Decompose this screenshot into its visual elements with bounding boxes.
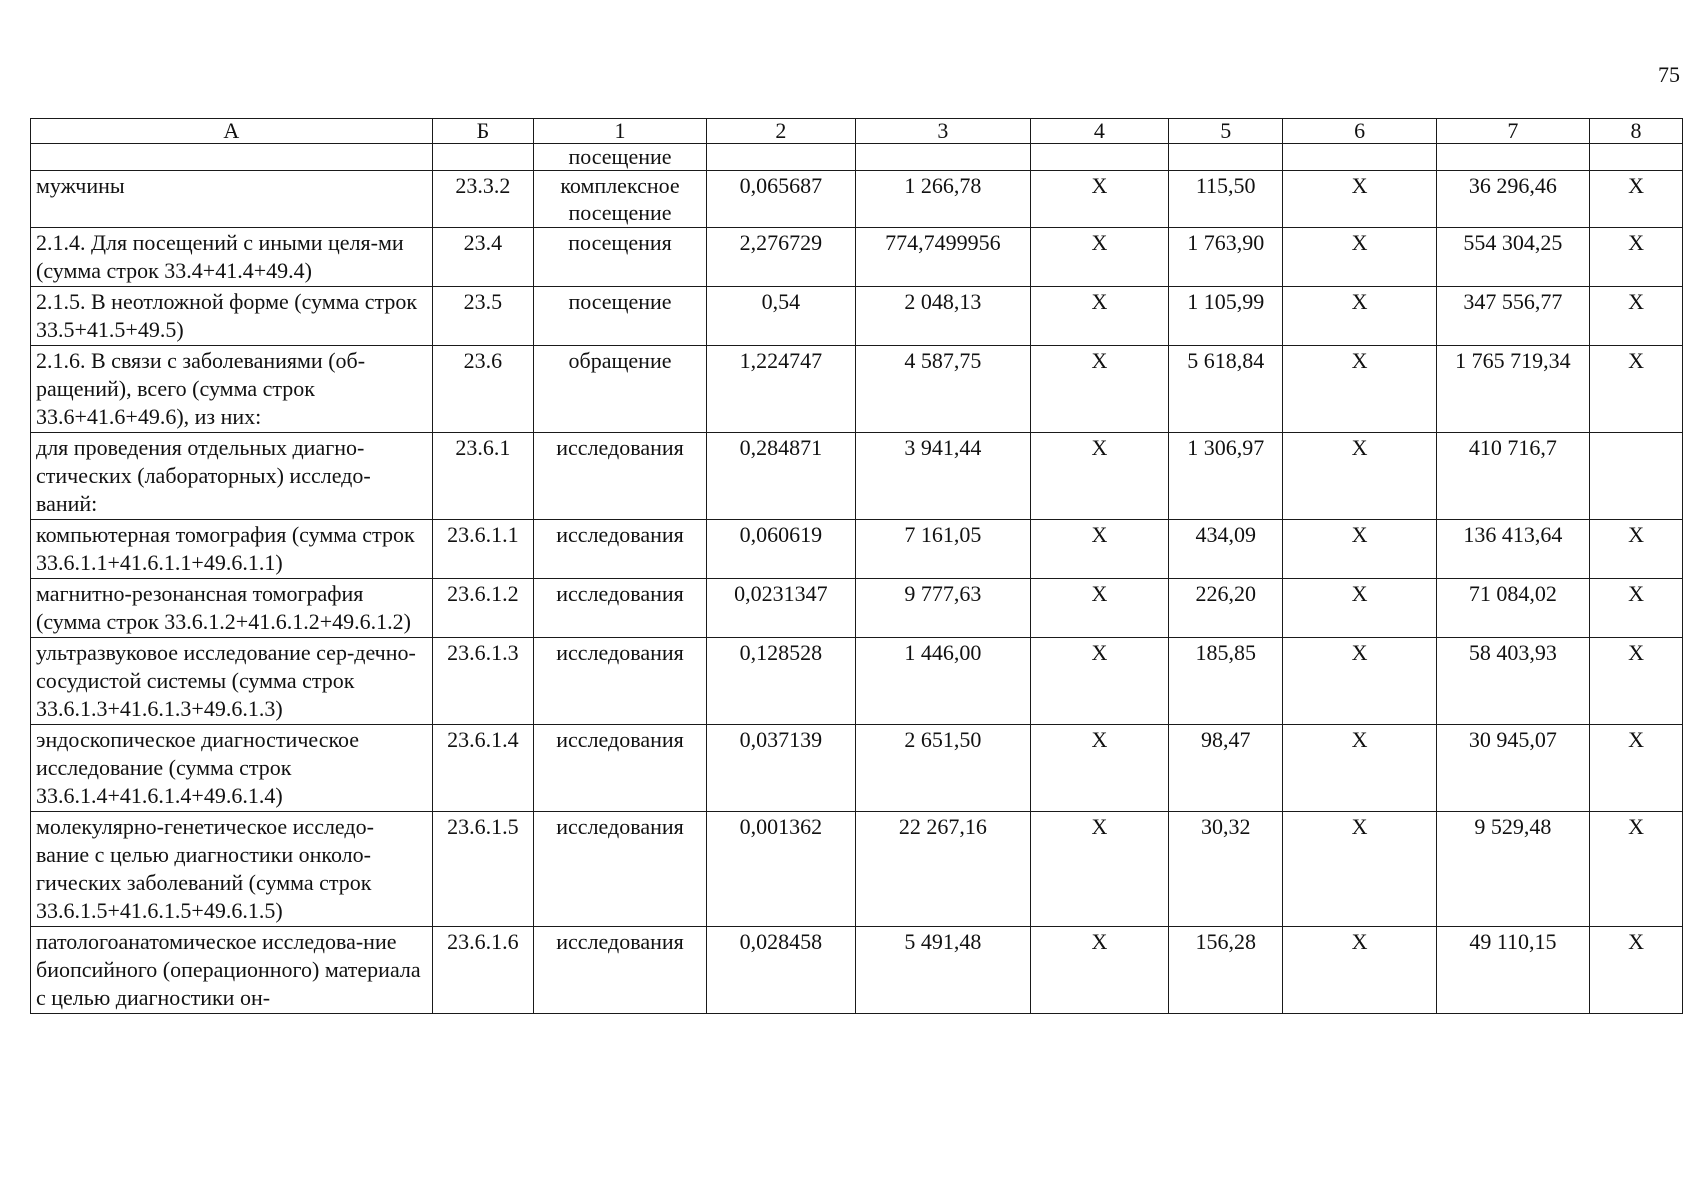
table-header — [31, 119, 1683, 144]
continuation-row — [31, 144, 1683, 171]
table-cell: Х — [1283, 638, 1436, 725]
table-cell: Х — [1590, 927, 1683, 1014]
table-cell: молекулярно-генетическое исследо-вание с целью диагностики онколо-гических заболеваний (сумма строк 33.6.1.5+41.6.1.5+49.6.1.5) — [31, 812, 433, 927]
table-row — [31, 228, 1683, 287]
table-cell — [855, 144, 1030, 171]
column-header: 3 — [855, 119, 1030, 144]
table-cell: 1 306,97 — [1169, 433, 1283, 520]
table-cell — [1590, 433, 1683, 520]
table-cell: 36 296,46 — [1436, 171, 1589, 228]
table-cell: 30,32 — [1169, 812, 1283, 927]
table-cell: 71 084,02 — [1436, 579, 1589, 638]
table-cell: 30 945,07 — [1436, 725, 1589, 812]
table-cell: Х — [1590, 228, 1683, 287]
column-header: 4 — [1030, 119, 1168, 144]
table-cell: 774,7499956 — [855, 228, 1030, 287]
table-cell: 23.6.1.2 — [432, 579, 533, 638]
table-cell: 0,001362 — [706, 812, 855, 927]
table-cell: комплексное посещение — [534, 171, 707, 228]
table-cell: для проведения отдельных диагно-стических (лабораторных) исследо-ваний: — [31, 433, 433, 520]
table-cell: 1 763,90 — [1169, 228, 1283, 287]
table-row — [31, 638, 1683, 725]
table-cell: Х — [1030, 725, 1168, 812]
table-cell: Х — [1283, 433, 1436, 520]
column-header: 1 — [534, 119, 707, 144]
table-cell — [432, 144, 533, 171]
table-cell: исследования — [534, 812, 707, 927]
table-cell: 9 529,48 — [1436, 812, 1589, 927]
table-cell: Х — [1030, 287, 1168, 346]
table-cell: эндоскопическое диагностическое исследование (сумма строк 33.6.1.4+41.6.1.4+49.6.1.4) — [31, 725, 433, 812]
table-cell: Х — [1283, 287, 1436, 346]
table-cell: 2.1.4. Для посещений с иными целя-ми (сумма строк 33.4+41.4+49.4) — [31, 228, 433, 287]
table-cell: Х — [1590, 287, 1683, 346]
column-header: 2 — [706, 119, 855, 144]
table-cell: Х — [1283, 520, 1436, 579]
column-header: 5 — [1169, 119, 1283, 144]
table-cell — [1283, 144, 1436, 171]
table-cell: Х — [1030, 346, 1168, 433]
table-cell: 410 716,7 — [1436, 433, 1589, 520]
column-header: Б — [432, 119, 533, 144]
table-cell: 23.6.1.6 — [432, 927, 533, 1014]
column-header: 6 — [1283, 119, 1436, 144]
table-cell: Х — [1590, 346, 1683, 433]
column-header: А — [31, 119, 433, 144]
table-cell: 5 491,48 — [855, 927, 1030, 1014]
table-cell: Х — [1283, 812, 1436, 927]
table-cell: 9 777,63 — [855, 579, 1030, 638]
table-cell: 0,128528 — [706, 638, 855, 725]
table-row — [31, 171, 1683, 228]
table-cell: Х — [1283, 171, 1436, 228]
table-cell: 49 110,15 — [1436, 927, 1589, 1014]
column-header: 7 — [1436, 119, 1589, 144]
table-cell: 23.6.1.3 — [432, 638, 533, 725]
table-cell: компьютерная томография (сумма строк 33.6.1.1+41.6.1.1+49.6.1.1) — [31, 520, 433, 579]
table-cell: 2.1.6. В связи с заболеваниями (об-ращений), всего (сумма строк 33.6+41.6+49.6), из них: — [31, 346, 433, 433]
table-cell: 0,065687 — [706, 171, 855, 228]
table-cell: 23.6 — [432, 346, 533, 433]
table-row — [31, 346, 1683, 433]
table-cell — [1030, 144, 1168, 171]
table-cell: 434,09 — [1169, 520, 1283, 579]
table-cell: Х — [1030, 433, 1168, 520]
page-number: 75 — [1658, 62, 1680, 87]
table-cell: Х — [1030, 579, 1168, 638]
table-cell: Х — [1283, 228, 1436, 287]
table-cell: ультразвуковое исследование сер-дечно-сосудистой системы (сумма строк 33.6.1.3+41.6.1.3+49.6.1.3) — [31, 638, 433, 725]
table-row — [31, 927, 1683, 1014]
table-cell: 156,28 — [1169, 927, 1283, 1014]
table-cell: исследования — [534, 927, 707, 1014]
table-cell: Х — [1590, 638, 1683, 725]
table-cell: 2.1.5. В неотложной форме (сумма строк 33.5+41.5+49.5) — [31, 287, 433, 346]
table-body — [31, 144, 1683, 1014]
table-cell — [706, 144, 855, 171]
table-cell: Х — [1030, 927, 1168, 1014]
table-cell: Х — [1283, 725, 1436, 812]
table-cell: 226,20 — [1169, 579, 1283, 638]
table-row — [31, 520, 1683, 579]
table-cell — [31, 144, 433, 171]
table-row — [31, 287, 1683, 346]
table-cell: 7 161,05 — [855, 520, 1030, 579]
header-row — [31, 119, 1683, 144]
table-cell: мужчины — [31, 171, 433, 228]
table-cell: 1 765 719,34 — [1436, 346, 1589, 433]
table-cell: 136 413,64 — [1436, 520, 1589, 579]
table-cell: 0,037139 — [706, 725, 855, 812]
table-cell — [1590, 144, 1683, 171]
table-cell: 1 446,00 — [855, 638, 1030, 725]
table-cell: исследования — [534, 433, 707, 520]
table-cell: Х — [1283, 927, 1436, 1014]
table-cell: 98,47 — [1169, 725, 1283, 812]
table-cell: 1 266,78 — [855, 171, 1030, 228]
table-cell: 185,85 — [1169, 638, 1283, 725]
table-cell: 23.6.1.5 — [432, 812, 533, 927]
table-cell: Х — [1590, 579, 1683, 638]
table-row — [31, 579, 1683, 638]
table-cell: 5 618,84 — [1169, 346, 1283, 433]
table-cell: Х — [1030, 171, 1168, 228]
table-cell: 0,0231347 — [706, 579, 855, 638]
table-cell: 4 587,75 — [855, 346, 1030, 433]
table-cell: обращение — [534, 346, 707, 433]
table-cell: магнитно-резонансная томография (сумма строк 33.6.1.2+41.6.1.2+49.6.1.2) — [31, 579, 433, 638]
table-cell: 23.6.1.4 — [432, 725, 533, 812]
table-cell: исследования — [534, 638, 707, 725]
table-cell: 22 267,16 — [855, 812, 1030, 927]
table-cell: исследования — [534, 725, 707, 812]
table-cell: 23.6.1.1 — [432, 520, 533, 579]
table-cell: 2 651,50 — [855, 725, 1030, 812]
table-cell: 115,50 — [1169, 171, 1283, 228]
table-row — [31, 812, 1683, 927]
table-cell: посещение — [534, 144, 707, 171]
table-cell: 0,028458 — [706, 927, 855, 1014]
table-cell: исследования — [534, 520, 707, 579]
table-cell: 347 556,77 — [1436, 287, 1589, 346]
table-cell: 23.5 — [432, 287, 533, 346]
table-cell: 2 048,13 — [855, 287, 1030, 346]
table-cell: 0,060619 — [706, 520, 855, 579]
table-cell: исследования — [534, 579, 707, 638]
table-cell: 23.4 — [432, 228, 533, 287]
table-cell: Х — [1030, 228, 1168, 287]
table-row — [31, 433, 1683, 520]
table-cell: 3 941,44 — [855, 433, 1030, 520]
table-cell: Х — [1590, 812, 1683, 927]
table-cell — [1436, 144, 1589, 171]
table-cell: Х — [1590, 520, 1683, 579]
table-cell: патологоанатомическое исследова-ние биопсийного (операционного) материала с целью диагностики он- — [31, 927, 433, 1014]
table-cell: посещение — [534, 287, 707, 346]
table-cell: Х — [1030, 812, 1168, 927]
table-cell: Х — [1030, 520, 1168, 579]
table-cell: 2,276729 — [706, 228, 855, 287]
table-cell: 58 403,93 — [1436, 638, 1589, 725]
table-cell: 1,224747 — [706, 346, 855, 433]
table-cell: 23.3.2 — [432, 171, 533, 228]
table-cell: 23.6.1 — [432, 433, 533, 520]
data-table — [30, 118, 1683, 1014]
table-cell: Х — [1590, 725, 1683, 812]
table-cell: 554 304,25 — [1436, 228, 1589, 287]
table-cell: Х — [1283, 346, 1436, 433]
table-cell — [1169, 144, 1283, 171]
table-row — [31, 725, 1683, 812]
table-cell: Х — [1590, 171, 1683, 228]
table-cell: 0,284871 — [706, 433, 855, 520]
table-cell: 0,54 — [706, 287, 855, 346]
column-header: 8 — [1590, 119, 1683, 144]
table-cell: посещения — [534, 228, 707, 287]
table-cell: Х — [1283, 579, 1436, 638]
table-cell: Х — [1030, 638, 1168, 725]
table-cell: 1 105,99 — [1169, 287, 1283, 346]
